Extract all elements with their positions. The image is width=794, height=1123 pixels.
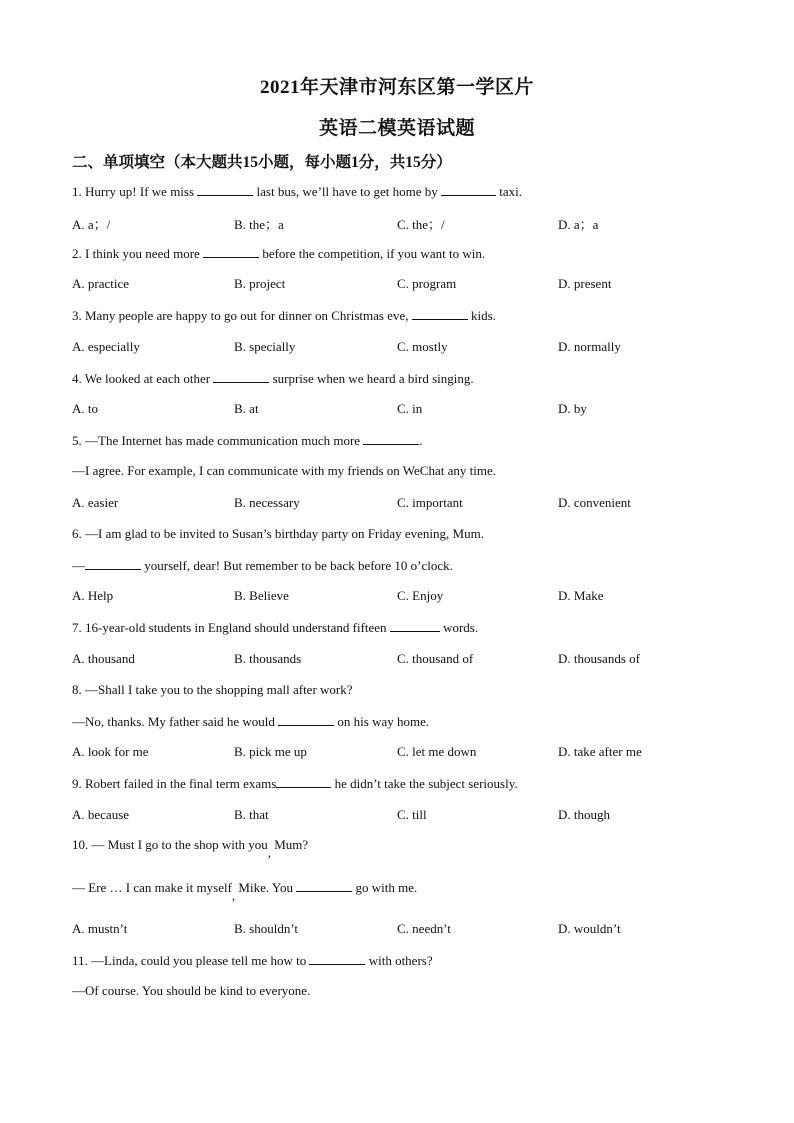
option-b: B. necessary xyxy=(234,495,300,510)
question-10-stem: 10. — Must I go to the shop with you, Mum? xyxy=(72,837,309,860)
option-a: A. Help xyxy=(72,588,114,603)
question-5-stem: 5. —The Internet has made communication much more . xyxy=(72,433,423,448)
option-c: C. mostly xyxy=(397,339,448,354)
question-11-reply: —Of course. You should be kind to everyone. xyxy=(72,983,311,998)
option-b: B. specially xyxy=(234,339,296,354)
answer-blank xyxy=(390,619,440,632)
question-9-options xyxy=(72,807,732,825)
answer-blank xyxy=(278,713,334,726)
option-a: A. practice xyxy=(72,276,130,291)
option-d: D. Make xyxy=(558,588,604,603)
question-6-reply: — yourself, dear! But remember to be back before 10 o’clock. xyxy=(72,558,453,573)
question-2-options xyxy=(72,276,732,294)
option-c: C. till xyxy=(397,807,427,822)
option-c: C. in xyxy=(397,401,423,416)
option-d: D. a；a xyxy=(558,217,599,232)
answer-blank xyxy=(85,557,141,570)
exam-title-line2: 英语二模英语试题 xyxy=(318,118,475,139)
option-a: A. a；/ xyxy=(72,217,111,232)
question-3-stem: 3. Many people are happy to go out for dinner on Christmas eve, kids. xyxy=(72,308,496,323)
answer-blank xyxy=(203,245,259,258)
option-c: C. needn’t xyxy=(397,921,451,936)
option-d: D. take after me xyxy=(558,744,642,759)
option-d: D. wouldn’t xyxy=(558,921,621,936)
question-6-stem: 6. —I am glad to be invited to Susan’s birthday party on Friday evening, Mum. xyxy=(72,526,484,541)
answer-blank xyxy=(296,879,352,892)
option-a: A. look for me xyxy=(72,744,149,759)
option-a: A. because xyxy=(72,807,130,822)
answer-blank xyxy=(276,775,331,788)
exam-title-line1: 2021年天津市河东区第一学区片 xyxy=(259,77,534,98)
option-d: D. though xyxy=(558,807,610,822)
option-b: B. at xyxy=(234,401,259,416)
question-3-options xyxy=(72,339,732,357)
option-a: A. to xyxy=(72,401,98,416)
option-d: D. by xyxy=(558,401,587,416)
section-heading: 二、单项填空（本大题共15小题，每小题1分，共15分） xyxy=(72,154,452,171)
question-4-options xyxy=(72,401,732,419)
question-7-options xyxy=(72,651,732,669)
question-4-stem: 4. We looked at each other surprise when we heard a bird singing. xyxy=(72,371,474,386)
question-2-stem: 2. I think you need more before the competition, if you want to win. xyxy=(72,246,486,261)
option-d: D. present xyxy=(558,276,612,291)
answer-blank xyxy=(197,183,253,196)
question-5-options xyxy=(72,495,732,513)
option-b: B. Believe xyxy=(234,588,289,603)
option-b: B. shouldn’t xyxy=(234,921,299,936)
question-8-options xyxy=(72,744,732,762)
option-c: C. the；/ xyxy=(397,217,445,232)
answer-blank xyxy=(363,432,419,445)
option-d: D. normally xyxy=(558,339,621,354)
option-a: A. thousand xyxy=(72,651,135,666)
option-c: C. let me down xyxy=(397,744,477,759)
option-b: B. thousands xyxy=(234,651,302,666)
option-a: A. mustn’t xyxy=(72,921,128,936)
question-8-stem: 8. —Shall I take you to the shopping mall after work? xyxy=(72,682,353,697)
answer-blank xyxy=(441,183,496,196)
question-9-stem: 9. Robert failed in the final term exams he didn’t take the subject seriously. xyxy=(72,776,518,791)
question-10-reply: — Ere … I can make it myself, Mike. You go with me. xyxy=(72,880,418,903)
option-c: C. Enjoy xyxy=(397,588,444,603)
answer-blank xyxy=(309,952,365,965)
option-b: B. pick me up xyxy=(234,744,307,759)
question-1-options xyxy=(72,214,732,232)
option-c: C. important xyxy=(397,495,463,510)
option-d: D. convenient xyxy=(558,495,631,510)
question-1-stem: 1. Hurry up! If we miss last bus, we’ll have to get home by taxi. xyxy=(72,184,523,199)
question-10-options xyxy=(72,921,732,939)
option-b: B. the；a xyxy=(234,217,284,232)
option-b: B. project xyxy=(234,276,286,291)
option-c: C. program xyxy=(397,276,457,291)
question-8-reply: —No, thanks. My father said he would on his way home. xyxy=(72,714,430,729)
option-c: C. thousand of xyxy=(397,651,474,666)
answer-blank xyxy=(412,307,468,320)
option-a: A. easier xyxy=(72,495,119,510)
question-7-stem: 7. 16-year-old students in England should understand fifteen words. xyxy=(72,620,479,635)
question-6-options xyxy=(72,588,732,606)
question-5-reply: —I agree. For example, I can communicate with my friends on WeChat any time. xyxy=(72,463,496,478)
option-a: A. especially xyxy=(72,339,140,354)
answer-blank xyxy=(213,370,269,383)
option-d: D. thousands of xyxy=(558,651,640,666)
option-b: B. that xyxy=(234,807,269,822)
question-11-stem: 11. —Linda, could you please tell me how to with others? xyxy=(72,953,433,968)
